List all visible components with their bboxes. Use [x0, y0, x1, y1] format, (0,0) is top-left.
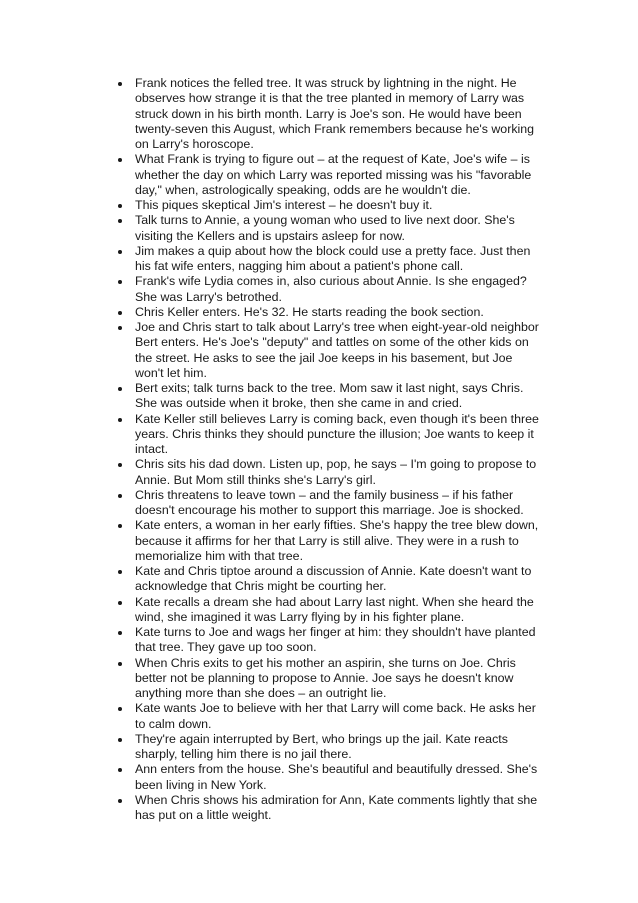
bullet-dot-icon [118, 570, 122, 574]
list-item [118, 656, 543, 702]
list-item-text: Chris sits his dad down. Listen up, pop, he says – I'm going to propose to Annie. But Mom still thinks she's Larry's girl. [135, 457, 537, 487]
bullet-dot-icon [118, 250, 122, 254]
bullet-dot-icon [118, 463, 122, 467]
list-item [118, 198, 543, 213]
bullet-dot-icon [118, 326, 122, 330]
list-item [118, 320, 543, 381]
bullet-dot-icon [118, 799, 122, 803]
bullet-dot-icon [118, 204, 122, 208]
list-item [118, 305, 543, 320]
list-item-text: Kate Keller still believes Larry is coming back, even though it's been three years. Chris thinks they should puncture the illusion; Joe wants to keep it intact. [135, 411, 539, 456]
bullet-dot-icon [118, 311, 122, 315]
bullet-dot-icon [118, 601, 122, 605]
list-item [118, 213, 543, 244]
list-item-text: Kate and Chris tiptoe around a discussion of Annie. Kate doesn't want to acknowledge that Chris might be courting her. [135, 564, 532, 594]
list-item-text: Kate enters, a woman in her early fifties. She's happy the tree blew down, because it affirms for her that Larry is still alive. They were in a rush to memorialize him with that tree. [135, 518, 539, 563]
list-item [118, 381, 543, 412]
list-item [118, 595, 543, 626]
list-item-text: They're again interrupted by Bert, who brings up the jail. Kate reacts sharply, telling him there is no jail there. [135, 731, 508, 761]
bullet-dot-icon [118, 768, 122, 772]
bullet-dot-icon [118, 158, 122, 162]
bullet-dot-icon [118, 219, 122, 223]
list-item [118, 625, 543, 656]
list-item-text: Bert exits; talk turns back to the tree. Mom saw it last night, says Chris. She was outside when it broke, then she came in and cried. [135, 381, 524, 411]
bullet-dot-icon [118, 738, 122, 742]
list-item-text: This piques skeptical Jim's interest – he doesn't buy it. [135, 198, 433, 212]
list-item-text: Joe and Chris start to talk about Larry's tree when eight-year-old neighbor Bert enters. He's Joe's "deputy" and tattles on some of the other kids on the street. He asks to see the jail Joe keeps in his basement, but Joe won't let him. [135, 320, 539, 380]
list-item-text: What Frank is trying to figure out – at the request of Kate, Joe's wife – is whether the day on which Larry was reported missing was his "favorable day," when, astrologically speaking, odds are he wouldn't die. [135, 152, 532, 197]
list-item-text: Jim makes a quip about how the block could use a pretty face. Just then his fat wife enters, nagging him about a patient's phone call. [135, 243, 531, 273]
bullet-dot-icon [118, 707, 122, 711]
bullet-dot-icon [118, 418, 122, 422]
bullet-dot-icon [118, 524, 122, 528]
list-item [118, 274, 543, 305]
bullet-dot-icon [118, 494, 122, 498]
bullet-dot-icon [118, 662, 122, 666]
bullet-dot-icon [118, 387, 122, 391]
list-item [118, 244, 543, 275]
list-item-text: Talk turns to Annie, a young woman who used to live next door. She's visiting the Kellers and is upstairs asleep for now. [135, 213, 515, 243]
list-item-text: Kate wants Joe to believe with her that Larry will come back. He asks her to calm down. [135, 701, 536, 731]
list-item [118, 732, 543, 763]
list-item [118, 762, 543, 793]
bullet-dot-icon [118, 631, 122, 635]
list-item-text: Kate turns to Joe and wags her finger at him: they shouldn't have planted that tree. They gave up too soon. [135, 625, 536, 655]
list-item [118, 564, 543, 595]
list-item [118, 518, 543, 564]
list-item-text: Frank's wife Lydia comes in, also curious about Annie. Is she engaged? She was Larry's betrothed. [135, 274, 527, 304]
list-item-text: When Chris exits to get his mother an aspirin, she turns on Joe. Chris better not be planning to propose to Annie. Joe says he doesn't know anything more than she does – an outright lie. [135, 655, 516, 700]
list-item [118, 152, 543, 198]
list-item-text: Chris threatens to leave town – and the family business – if his father doesn't encourage his mother to support this marriage. Joe is shocked. [135, 487, 524, 517]
bullet-dot-icon [118, 280, 122, 284]
list-item [118, 701, 543, 732]
list-item [118, 457, 543, 488]
list-item-text: When Chris shows his admiration for Ann, Kate comments lightly that she has put on a little weight. [135, 792, 538, 822]
list-item-text: Ann enters from the house. She's beautiful and beautifully dressed. She's been living in New York. [135, 762, 538, 792]
list-item-text: Chris Keller enters. He's 32. He starts reading the book section. [135, 304, 484, 319]
list-item-text: Frank notices the felled tree. It was struck by lightning in the night. He observes how strange it is that the tree planted in memory of Larry was struck down in his birth month. Larry is Joe's son. He would have been twenty-seven this August, which Frank remembers because he's working on Larry's horoscope. [135, 76, 535, 151]
list-item-text: Kate recalls a dream she had about Larry last night. When she heard the wind, she imagined it was Larry flying by in his fighter plane. [135, 594, 534, 624]
list-item [118, 76, 543, 152]
list-item [118, 412, 543, 458]
list-item [118, 488, 543, 519]
bullet-dot-icon [118, 82, 122, 86]
list-item [118, 793, 543, 824]
bullet-list [118, 76, 543, 823]
